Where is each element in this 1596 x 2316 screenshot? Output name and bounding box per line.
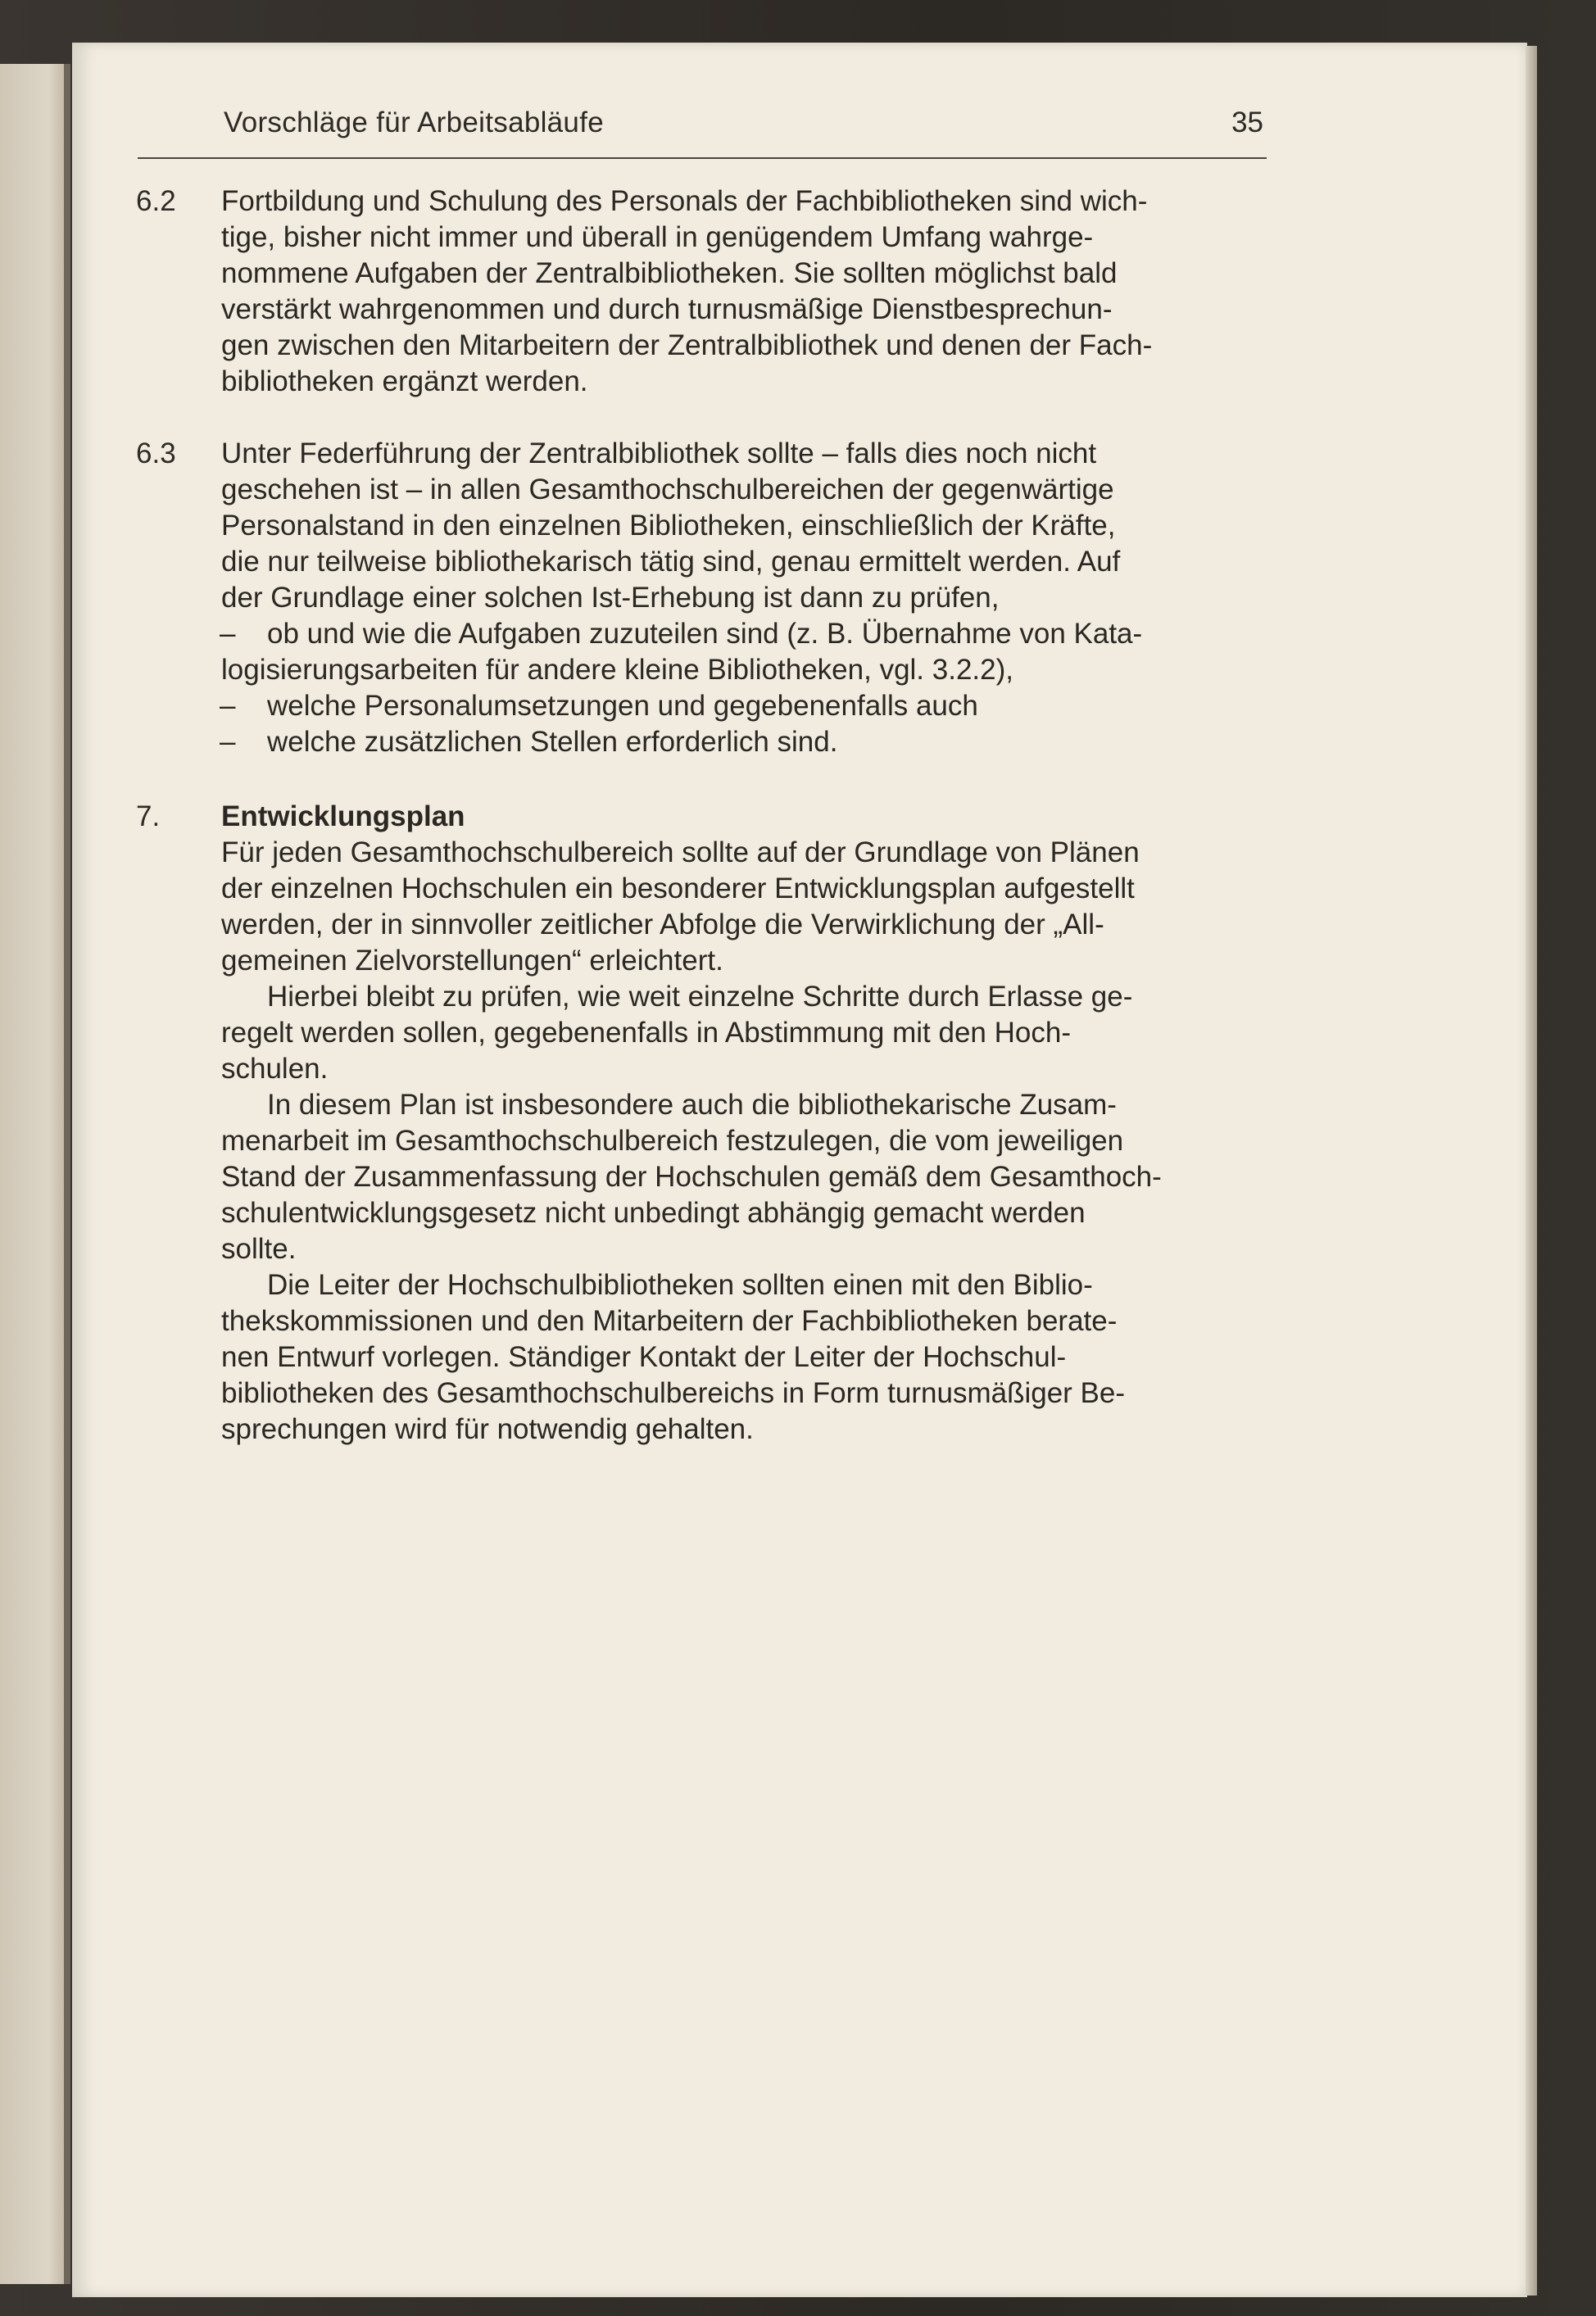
paragraph-line: Die Leiter der Hochschulbibliotheken sollten einen mit den Biblio-: [267, 1269, 1093, 1301]
list-dash: –: [220, 690, 236, 722]
section-number-6-2: 6.2: [136, 185, 176, 217]
paragraph-line: Hierbei bleibt zu prüfen, wie weit einzelne Schritte durch Erlasse ge-: [267, 981, 1133, 1013]
paragraph-line: sprechungen wird für notwendig gehalten.: [221, 1413, 754, 1445]
section-heading: Entwicklungsplan: [221, 800, 465, 832]
paragraph-line: schulentwicklungsgesetz nicht unbedingt abhängig gemacht werden: [221, 1197, 1086, 1229]
paragraph-line: regelt werden sollen, gegebenenfalls in Abstimmung mit den Hoch-: [221, 1017, 1071, 1049]
list-item-line: ob und wie die Aufgaben zuzuteilen sind (z. B. Übernahme von Kata-: [267, 618, 1143, 650]
paragraph-line: menarbeit im Gesamthochschulbereich festzulegen, die vom jeweiligen: [221, 1125, 1124, 1157]
list-dash: –: [220, 726, 236, 758]
paragraph-line: nommene Aufgaben der Zentralbibliotheken. Sie sollten möglichst bald: [221, 257, 1118, 289]
page-gutter: [64, 64, 70, 2284]
paragraph-line: In diesem Plan ist insbesondere auch die bibliothekarische Zusam-: [267, 1089, 1117, 1121]
paragraph-line: der einzelnen Hochschulen ein besonderer Entwicklungsplan aufgestellt: [221, 872, 1135, 904]
paragraph-line: Für jeden Gesamthochschulbereich sollte auf der Grundlage von Plänen: [221, 836, 1140, 868]
list-item-line: welche Personalumsetzungen und gegebenenfalls auch: [267, 690, 978, 722]
paragraph-line: sollte.: [221, 1233, 297, 1265]
paragraph-line: der Grundlage einer solchen Ist-Erhebung ist dann zu prüfen,: [221, 582, 1000, 614]
section-number-6-3: 6.3: [136, 437, 176, 469]
header-rule: [138, 157, 1267, 159]
page-right-edge: [1526, 46, 1537, 2296]
list-dash: –: [220, 618, 236, 650]
paragraph-line: gen zwischen den Mitarbeitern der Zentralbibliothek und denen der Fach-: [221, 329, 1153, 361]
list-item-line: welche zusätzlichen Stellen erforderlich sind.: [267, 726, 838, 758]
paragraph-line: Unter Federführung der Zentralbibliothek sollte – falls dies noch nicht: [221, 437, 1097, 469]
paragraph-line: Stand der Zusammenfassung der Hochschulen gemäß dem Gesamthoch-: [221, 1161, 1162, 1193]
paragraph-line: geschehen ist – in allen Gesamthochschulbereichen der gegenwärtige: [221, 474, 1114, 505]
paragraph-line: nen Entwurf vorlegen. Ständiger Kontakt der Leiter der Hochschul-: [221, 1341, 1067, 1373]
paragraph-line: verstärkt wahrgenommen und durch turnusmäßige Dienstbesprechun-: [221, 293, 1113, 325]
paragraph-line: Personalstand in den einzelnen Bibliotheken, einschließlich der Kräfte,: [221, 510, 1116, 542]
list-item-line: logisierungsarbeiten für andere kleine Bibliotheken, vgl. 3.2.2),: [221, 654, 1013, 686]
paragraph-line: werden, der in sinnvoller zeitlicher Abfolge die Verwirklichung der „All-: [221, 909, 1104, 940]
paragraph-line: schulen.: [221, 1053, 329, 1085]
running-header-title: Vorschläge für Arbeitsabläufe: [224, 107, 604, 138]
section-number-7: 7.: [136, 800, 161, 832]
paragraph-line: Fortbildung und Schulung des Personals der Fachbibliotheken sind wich-: [221, 185, 1148, 217]
page-number: 35: [1231, 107, 1263, 138]
paragraph-line: gemeinen Zielvorstellungen“ erleichtert.: [221, 945, 723, 977]
left-page-strip: [0, 64, 69, 2284]
paragraph-line: die nur teilweise bibliothekarisch tätig sind, genau ermittelt werden. Auf: [221, 546, 1121, 578]
paragraph-line: tige, bisher nicht immer und überall in genügendem Umfang wahrge-: [221, 221, 1094, 253]
paragraph-line: bibliotheken ergänzt werden.: [221, 365, 588, 397]
paragraph-line: bibliotheken des Gesamthochschulbereichs in Form turnusmäßiger Be-: [221, 1377, 1126, 1409]
paragraph-line: thekskommissionen und den Mitarbeitern der Fachbibliotheken berate-: [221, 1305, 1118, 1337]
